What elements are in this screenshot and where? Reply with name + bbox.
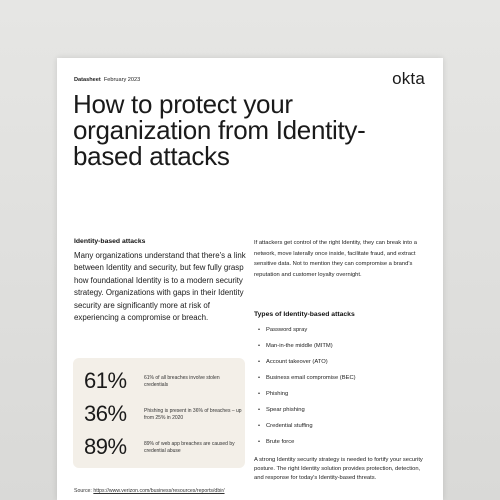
source-citation <box>74 488 225 494</box>
left-column <box>74 238 250 324</box>
doc-type-label: Datasheet <box>74 77 101 83</box>
list-item: • Account takeover (ATO) <box>258 357 428 373</box>
section-heading-identity-attacks: Identity-based attacks <box>74 238 146 245</box>
lead-paragraph: Many organizations understand that there's a link between Identity and security, but few fully grasp how foundational Identity is to a modern security strategy. Organizations with gaps in their Identity security are significantly more at risk of experiencing a compromise or breach. <box>74 251 246 323</box>
list-item: • Spear phishing <box>258 405 428 421</box>
source-label: Source: <box>74 488 92 494</box>
stats-panel <box>73 358 245 468</box>
section-heading-attack-types: Types of Identity-based attacks <box>254 311 355 318</box>
datasheet-page <box>57 58 443 500</box>
stat-value: 89% <box>84 434 127 459</box>
document-meta <box>74 77 140 83</box>
list-item: • Password spray <box>258 325 428 341</box>
list-item: • Credential stuffing <box>258 421 428 437</box>
intro-paragraph: If attackers get control of the right Identity, they can break into a network, move laterally once inside, facilitate fraud, and extract sensitive data. Not to mention they can compromise a brand's reputation and customer loyalty overnight. <box>254 240 417 278</box>
stat-description: 61% of all breaches involve stolen credentials <box>144 375 220 389</box>
okta-logo: okta <box>392 69 425 88</box>
stat-item <box>84 368 244 398</box>
stat-value: 36% <box>84 401 127 426</box>
stat-item <box>84 401 244 431</box>
list-item: • Brute force <box>258 437 428 453</box>
stat-value: 61% <box>84 368 127 393</box>
list-item: • Phishing <box>258 389 428 405</box>
stat-item <box>84 434 244 464</box>
right-column <box>254 238 430 280</box>
stat-description: Phishing is present in 36% of breaches – up from 25% in 2020 <box>144 408 242 422</box>
doc-date: February 2023 <box>103 77 141 83</box>
stat-description: 89% of web app breaches are caused by credential abuse <box>144 441 235 455</box>
list-item: • Man-in-the middle (MITM) <box>258 341 428 357</box>
source-link[interactable]: https://www.verizon.com/business/resources/reports/dbir/ <box>93 488 225 494</box>
page-title: How to protect your organization from Identity-based attacks <box>73 89 366 171</box>
attack-types-list <box>258 325 428 453</box>
list-item: • Business email compromise (BEC) <box>258 373 428 389</box>
closing-paragraph: A strong Identity security strategy is needed to fortify your security posture. The right Identity solution provides protection, detection, and response for today's Identity-based threats. <box>254 457 423 482</box>
